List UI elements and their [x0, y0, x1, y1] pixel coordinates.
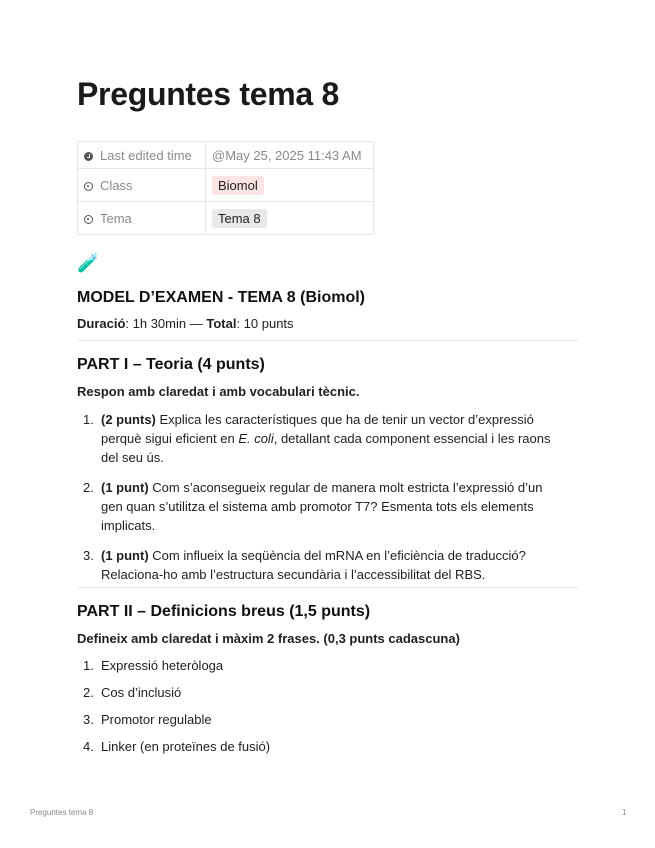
- clock-icon: [84, 152, 93, 161]
- property-key: [78, 142, 206, 169]
- question-text: Explica les característiques que ha de tenir un vector d’expressió: [155, 412, 534, 427]
- part1-instruction: Respon amb claredat i amb vocabulari tècnic.: [77, 384, 360, 399]
- part1-question-list: [77, 410, 579, 584]
- question-text: , detallant cada component essencial i les raons: [273, 431, 551, 446]
- property-value[interactable]: @May 25, 2025 11:43 AM: [206, 142, 374, 169]
- exam-heading: MODEL D’EXAMEN - TEMA 8 (Biomol): [77, 289, 365, 306]
- list-number: 1.: [83, 658, 94, 673]
- list-number: 2.: [83, 480, 94, 495]
- list-number: 1.: [83, 412, 94, 427]
- part2-definition-list: [77, 656, 579, 756]
- definition-term: Cos d’inclusió: [101, 685, 182, 700]
- list-number: 4.: [83, 739, 94, 754]
- list-item: [77, 737, 579, 756]
- part2-heading: PART II – Definicions breus (1,5 punts): [77, 603, 371, 620]
- class-tag[interactable]: Biomol: [212, 176, 264, 195]
- question-text: Com s’aconsegueix regular de manera molt estricta l’expressió d’un: [148, 480, 543, 495]
- list-item: [77, 410, 579, 467]
- page-title: Preguntes tema 8: [77, 76, 339, 112]
- question-text: implicats.: [101, 518, 156, 533]
- property-value[interactable]: [206, 202, 374, 235]
- list-number: 3.: [83, 712, 94, 727]
- properties-table: [77, 141, 374, 235]
- list-number: 2.: [83, 685, 94, 700]
- property-key: [78, 202, 206, 235]
- question-italic: E. coli: [238, 431, 274, 446]
- property-row-tema: [78, 202, 374, 235]
- question-text: Relaciona-ho amb l’estructura secundària i l’accessibilitat del RBS.: [101, 567, 486, 582]
- list-item: [77, 710, 579, 729]
- test-tube-icon: 🧪: [77, 253, 100, 273]
- tema-tag[interactable]: Tema 8: [212, 209, 267, 228]
- property-key: [78, 169, 206, 202]
- part1-heading: PART I – Teoria (4 punts): [77, 356, 265, 373]
- definition-term: Expressió heteròloga: [101, 658, 224, 673]
- definition-term: Promotor regulable: [101, 712, 212, 727]
- property-value[interactable]: [206, 169, 374, 202]
- list-number: 3.: [83, 548, 94, 563]
- part2-instruction: Defineix amb claredat i màxim 2 frases. (0,3 punts cadascuna): [77, 631, 460, 646]
- property-key-label: Last edited time: [100, 147, 192, 163]
- divider: [77, 587, 579, 588]
- definition-term: Linker (en proteïnes de fusió): [101, 739, 271, 754]
- question-text: Com influeix la seqüència del mRNA en l’eficiència de traducció?: [148, 548, 526, 563]
- duration-value: : 1h 30min —: [125, 316, 207, 331]
- property-key-label: Tema: [100, 210, 132, 226]
- question-points: (1 punt): [101, 480, 149, 495]
- question-text: del seu ús.: [101, 450, 164, 465]
- total-label: Total: [206, 316, 237, 331]
- footer-page-number: 1: [622, 808, 627, 817]
- property-row-last-edited: [78, 142, 374, 169]
- list-item: [77, 656, 579, 675]
- target-icon: [84, 215, 93, 224]
- property-row-class: [78, 169, 374, 202]
- target-icon: [84, 182, 93, 191]
- question-points: (1 punt): [101, 548, 149, 563]
- question-text: gen quan s’utilitza el sistema amb promotor T7? Esmenta tots els elements: [101, 499, 534, 514]
- question-points: (2 punts): [101, 412, 156, 427]
- exam-duration-line: [77, 315, 294, 333]
- total-value: : 10 punts: [236, 316, 294, 331]
- duration-label: Duració: [77, 316, 126, 331]
- footer-title: Preguntes tema 8: [30, 808, 94, 817]
- list-item: [77, 683, 579, 702]
- question-text: perquè sigui eficient en: [101, 431, 239, 446]
- property-key-label: Class: [100, 177, 133, 193]
- list-item: [77, 546, 579, 584]
- list-item: [77, 478, 579, 535]
- divider: [77, 340, 579, 341]
